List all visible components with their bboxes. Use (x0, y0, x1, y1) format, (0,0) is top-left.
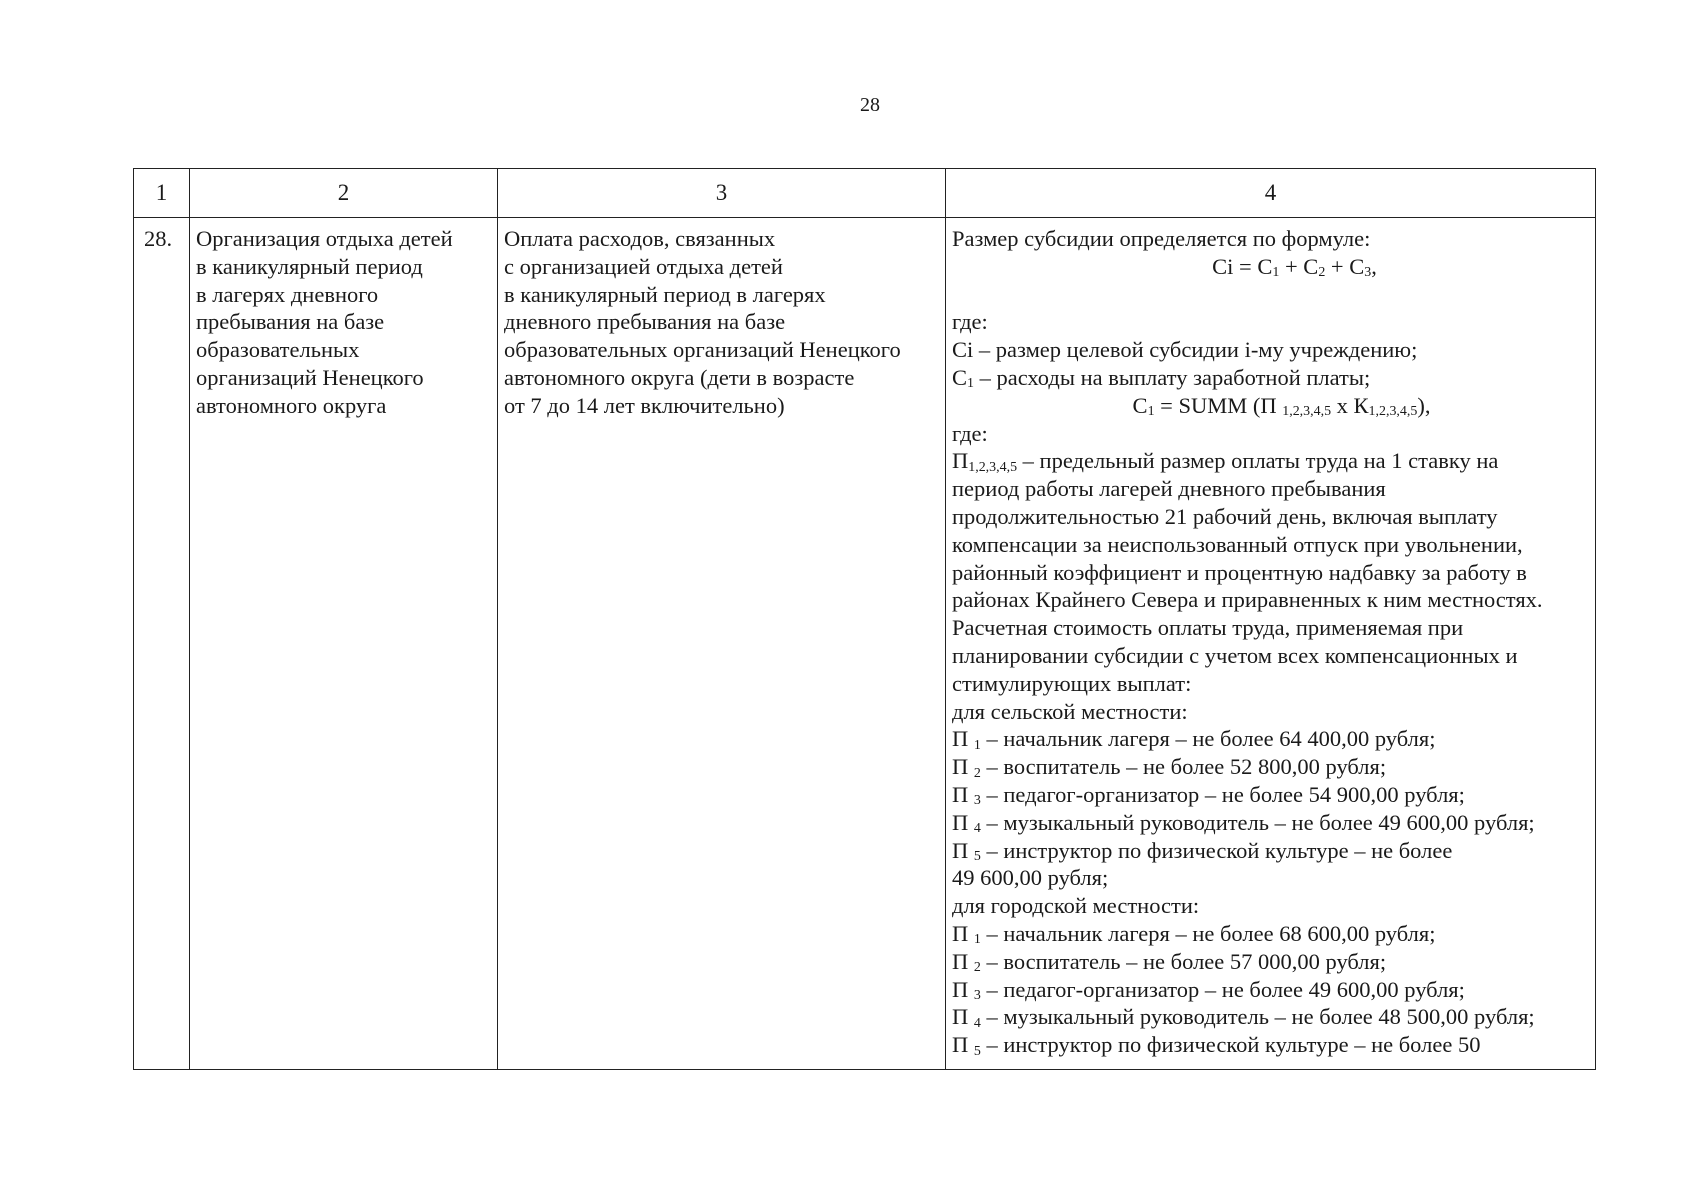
rural-heading: для сельской местности: (952, 698, 1188, 724)
urban-rate-line: П $_5$ – инструктор по физической культуре – не более 50 (952, 1032, 1481, 1059)
activity-line: автономного округа (196, 392, 387, 418)
activity-cell (190, 218, 498, 1070)
header-cell-2: 2 (190, 169, 498, 218)
header-cell-4: 4 (946, 169, 1596, 218)
purpose-line: Оплата расходов, связанных (504, 226, 776, 251)
formula-c1: $C_1$ = SUMM (П $_{1,2,3,4,5}$ х $К_{1,2,3,4,5}$), (1132, 392, 1431, 420)
table-header-row (134, 169, 1596, 218)
urban-rate-line: П $_3$ – педагог-организатор – не более 49 600,00 рубля; (952, 976, 1465, 1004)
rural-rate-line: П $_3$ – педагог-организатор – не более 54 900,00 рубля; (952, 781, 1465, 809)
purpose-line: от 7 до 14 лет включительно) (504, 392, 785, 418)
purpose-line: автономного округа (дети в возрасте (504, 364, 855, 390)
activity-line: пребывания на базе (196, 309, 385, 335)
definition-line: Расчетная стоимость оплаты труда, применяемая при (952, 615, 1464, 641)
rural-rate-line: П $_5$ – инструктор по физической культуре – не более (952, 837, 1453, 865)
rural-rate-line: П $_4$ – музыкальный руководитель – не более 49 600,00 рубля; (952, 809, 1535, 837)
purpose-line: образовательных организаций Ненецкого (504, 337, 901, 363)
urban-rate-line: П $_1$ – начальник лагеря – не более 68 600,00 рубля; (952, 920, 1436, 948)
activity-line: в лагерях дневного (196, 281, 379, 307)
header-cell-1: 1 (134, 169, 190, 218)
definition-line: продолжительностью 21 рабочий день, включая выплату (952, 503, 1498, 529)
page-number: 28 (860, 94, 880, 116)
definition-ci: Ci – размер целевой субсидии i-му учреждению; (952, 337, 1418, 363)
header-cell-3: 3 (498, 169, 946, 218)
definition-line: планировании субсидии с учетом всех компенсационных и (952, 642, 1518, 668)
where-label: где: (952, 420, 988, 446)
definition-c1: $C_1$ – расходы на выплату заработной платы; (952, 364, 1371, 392)
where-label: где: (952, 309, 988, 335)
activity-line: образовательных (196, 337, 360, 363)
table-row (134, 218, 1596, 1070)
spacer (952, 281, 1591, 309)
definition-line: период работы лагерей дневного пребывания (952, 476, 1386, 502)
rural-rate-line: П $_1$ – начальник лагеря – не более 64 400,00 рубля; (952, 726, 1436, 753)
definition-line: стимулирующих выплат: (952, 670, 1192, 696)
purpose-line: в каникулярный период в лагерях (504, 281, 826, 307)
urban-heading: для городской местности: (952, 893, 1200, 919)
urban-rate-line: П $_4$ – музыкальный руководитель – не более 48 500,00 рубля; (952, 1004, 1535, 1031)
subsidy-table (133, 168, 1596, 1070)
rural-rate-line: П $_2$ – воспитатель – не более 52 800,00 рубля; (952, 754, 1387, 781)
formula-total: $Ci = C_1 + C_2 + C_3$, (1212, 253, 1377, 281)
purpose-line: с организацией отдыха детей (504, 253, 783, 279)
calculation-cell (946, 218, 1596, 1070)
definition-line: компенсации за неиспользованный отпуск при увольнении, (952, 531, 1523, 557)
row-number: 28. (134, 218, 190, 1070)
activity-line: Организация отдыха детей (196, 226, 453, 251)
definition-p: $П_{1,2,3,4,5}$ – предельный размер оплаты труда на 1 ставку на (952, 448, 1499, 475)
definition-line: районах Крайнего Севера и приравненных к ним местностях. (952, 587, 1543, 613)
urban-rate-line: П $_2$ – воспитатель – не более 57 000,00 рубля; (952, 948, 1387, 976)
purpose-cell (498, 218, 946, 1070)
activity-line: организаций Ненецкого (196, 364, 424, 390)
formula-intro: Размер субсидии определяется по формуле: (952, 226, 1371, 251)
activity-line: в каникулярный период (196, 253, 423, 279)
purpose-line: дневного пребывания на базе (504, 309, 786, 335)
rural-rate-continuation: 49 600,00 рубля; (952, 865, 1109, 891)
definition-line: районный коэффициент и процентную надбавку за работу в (952, 559, 1527, 585)
